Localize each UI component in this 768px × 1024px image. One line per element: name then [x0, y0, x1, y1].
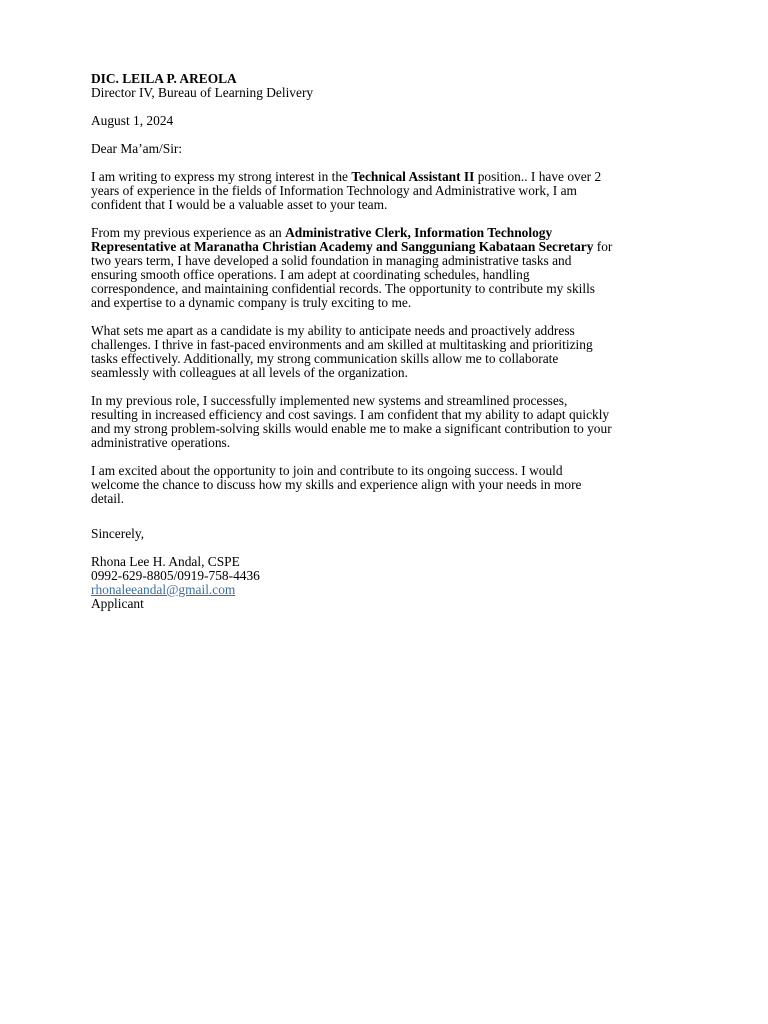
- paragraph-2-line-6: and expertise to a dynamic company is truly exciting to me.: [91, 295, 412, 310]
- signature-name: Rhona Lee H. Andal, CSPE: [91, 554, 240, 569]
- signature-email-line: [91, 583, 691, 597]
- paragraph-4-line-4: administrative operations.: [91, 435, 231, 450]
- paragraph-4-line-2: resulting in increased efficiency and cost savings. I am confident that my ability to adapt quickly: [91, 407, 610, 422]
- letter-date: August 1, 2024: [91, 113, 174, 128]
- paragraph-1: [91, 170, 691, 212]
- paragraph-5-line-3: detail.: [91, 491, 125, 506]
- paragraph-4: [91, 394, 691, 450]
- signature-title: Applicant: [91, 596, 144, 611]
- recipient-name: DIC. LEILA P. AREOLA: [91, 71, 237, 86]
- recipient-position: Director IV, Bureau of Learning Delivery: [91, 85, 314, 100]
- paragraph-2-line-3: two years term, I have developed a solid foundation in managing administrative tasks and: [91, 253, 572, 268]
- paragraph-5: [91, 464, 691, 506]
- paragraph-4-line-3: and my strong problem-solving skills would enable me to make a significant contribution to your: [91, 421, 612, 436]
- paragraph-2-line-1: From my previous experience as an Administrative Clerk, Information Technology: [91, 225, 553, 240]
- paragraph-5-line-1: I am excited about the opportunity to join and contribute to its ongoing success. I would: [91, 463, 563, 478]
- paragraph-3-line-3: tasks effectively. Additionally, my strong communication skills allow me to collaborate: [91, 351, 559, 366]
- paragraph-3-line-1: What sets me apart as a candidate is my ability to anticipate needs and proactively address: [91, 323, 575, 338]
- salutation: Dear Ma’am/Sir:: [91, 141, 183, 156]
- paragraph-2: [91, 226, 691, 310]
- signature-phone: 0992-629-8805/0919-758-4436: [91, 568, 260, 583]
- paragraph-2-line-5: correspondence, and maintaining confidential records. The opportunity to contribute my skills: [91, 281, 596, 296]
- paragraph-1-line-2: years of experience in the fields of Information Technology and Administrative work, I am: [91, 183, 577, 198]
- paragraph-3-line-2: challenges. I thrive in fast-paced environments and am skilled at multitasking and prioritizing: [91, 337, 593, 352]
- email-link[interactable]: rhonaleeandal@gmail.com: [91, 582, 236, 597]
- signature-block: [91, 555, 691, 611]
- job-title-highlight: Technical Assistant II: [351, 169, 475, 184]
- paragraph-2-line-4: ensuring smooth office operations. I am adept at coordinating schedules, handling: [91, 267, 530, 282]
- paragraph-4-line-1: In my previous role, I successfully implemented new systems and streamlined processes,: [91, 393, 568, 408]
- experience-highlight-1: Administrative Clerk, Information Technology: [285, 225, 553, 240]
- experience-highlight-2: Representative at Maranatha Christian Academy and Sangguniang Kabataan Secretary: [91, 239, 594, 254]
- paragraph-5-line-2: welcome the chance to discuss how my skills and experience align with your needs in more: [91, 477, 582, 492]
- paragraph-2-line-2: Representative at Maranatha Christian Academy and Sangguniang Kabataan Secretary for: [91, 239, 613, 254]
- closing: Sincerely,: [91, 526, 145, 541]
- paragraph-1-line-1: I am writing to express my strong interest in the Technical Assistant II position.. I have over 2: [91, 169, 602, 184]
- paragraph-1-line-3: confident that I would be a valuable asset to your team.: [91, 197, 388, 212]
- paragraph-3-line-4: seamlessly with colleagues at all levels of the organization.: [91, 365, 408, 380]
- letter-page: [91, 72, 691, 611]
- paragraph-3: [91, 324, 691, 380]
